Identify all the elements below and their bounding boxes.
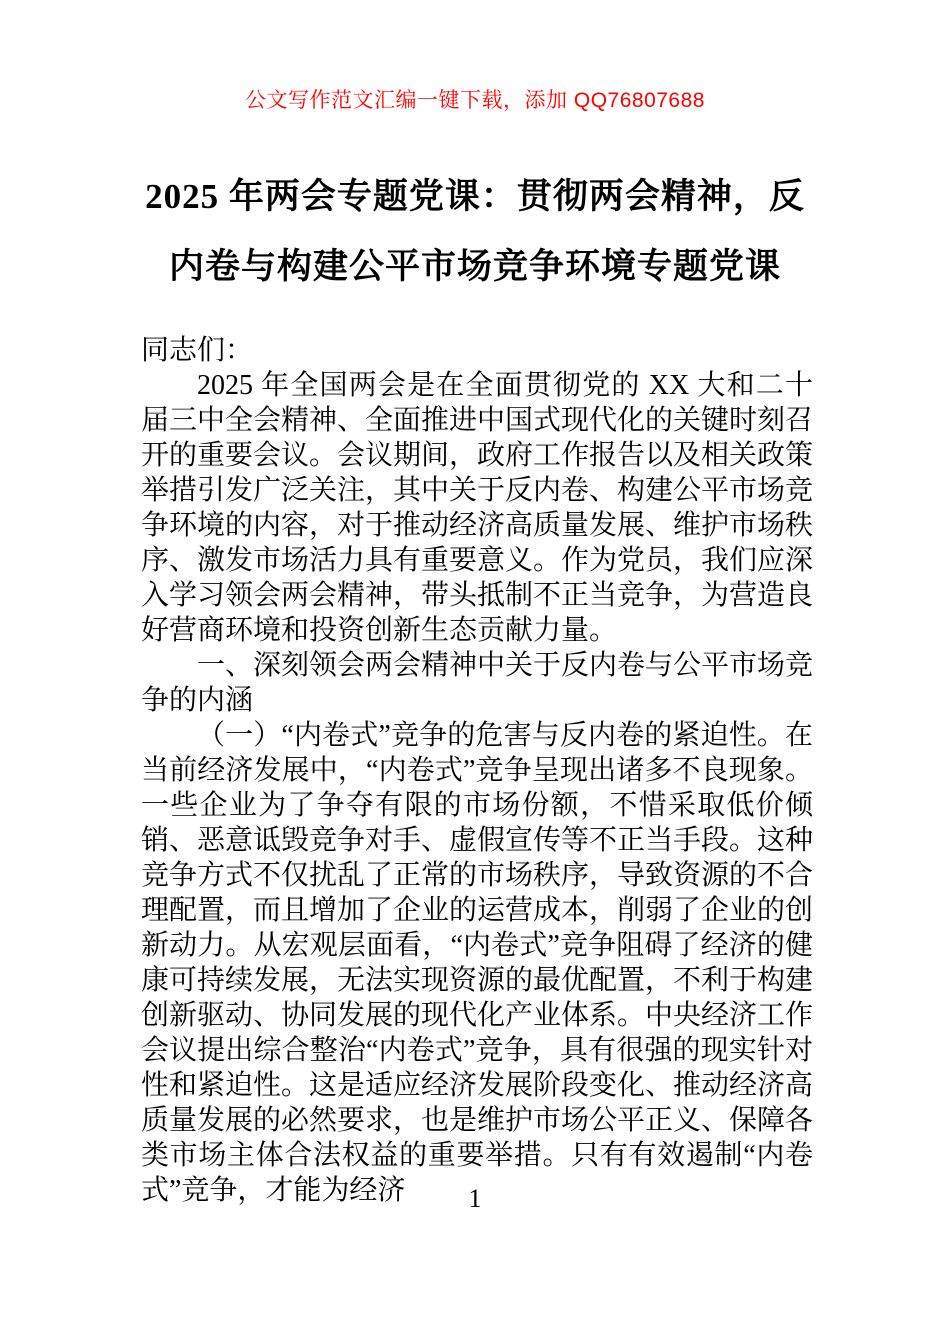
paragraph: 同志们： [141, 335, 254, 366]
title-line-1: 2025 年两会专题党课：贯彻两会精神，反 [145, 177, 805, 216]
document-title [80, 162, 870, 302]
document-body [141, 333, 813, 1208]
promo-banner: 公文写作范文汇编一键下载，添加 QQ76807688 [245, 89, 705, 112]
section-heading: 一、深刻领会两会精神中关于反内卷与公平市场竞争的内涵 [141, 650, 814, 716]
page-number: 1 [468, 1184, 482, 1213]
title-line-2: 内卷与构建公平市场竞争环境专题党课 [168, 247, 781, 286]
paragraph: 2025 年全国两会是在全面贯彻党的 XX 大和二十届三中全会精神、全面推进中国式现代化的关键时刻召开的重要会议。会议期间，政府工作报告以及相关政策举措引发广泛关注，其中关于反内卷、构建公平市场竞争环境的内容，对于推动经济高质量发展、维护市场秩序、激发市场活力具有重要意义。作为党员，我们应深入学习领会两会精神，带头抵制不正当竞争，为营造良好营商环境和投资创新生态贡献力量。 [141, 370, 814, 646]
paragraph: （一）“内卷式”竞争的危害与反内卷的紧迫性。在当前经济发展中，“内卷式”竞争呈现出诸多不良现象。一些企业为了争夺有限的市场份额，不惜采取低价倾销、恶意诋毁竞争对手、虚假宣传等不正当手段。这种竞争方式不仅扰乱了正常的市场秩序，导致资源的不合理配置，而且增加了企业的运营成本，削弱了企业的创新动力。从宏观层面看，“内卷式”竞争阻碍了经济的健康可持续发展，无法实现资源的最优配置，不利于构建创新驱动、协同发展的现代化产业体系。中央经济工作会议提出综合整治“内卷式”竞争，具有很强的现实针对性和紧迫性。这是适应经济发展阶段变化、推动经济高质量发展的必然要求，也是维护市场公平正义、保障各类市场主体合法权益的重要举措。只有有效遏制“内卷式”竞争，才能为经济 [141, 720, 814, 1206]
